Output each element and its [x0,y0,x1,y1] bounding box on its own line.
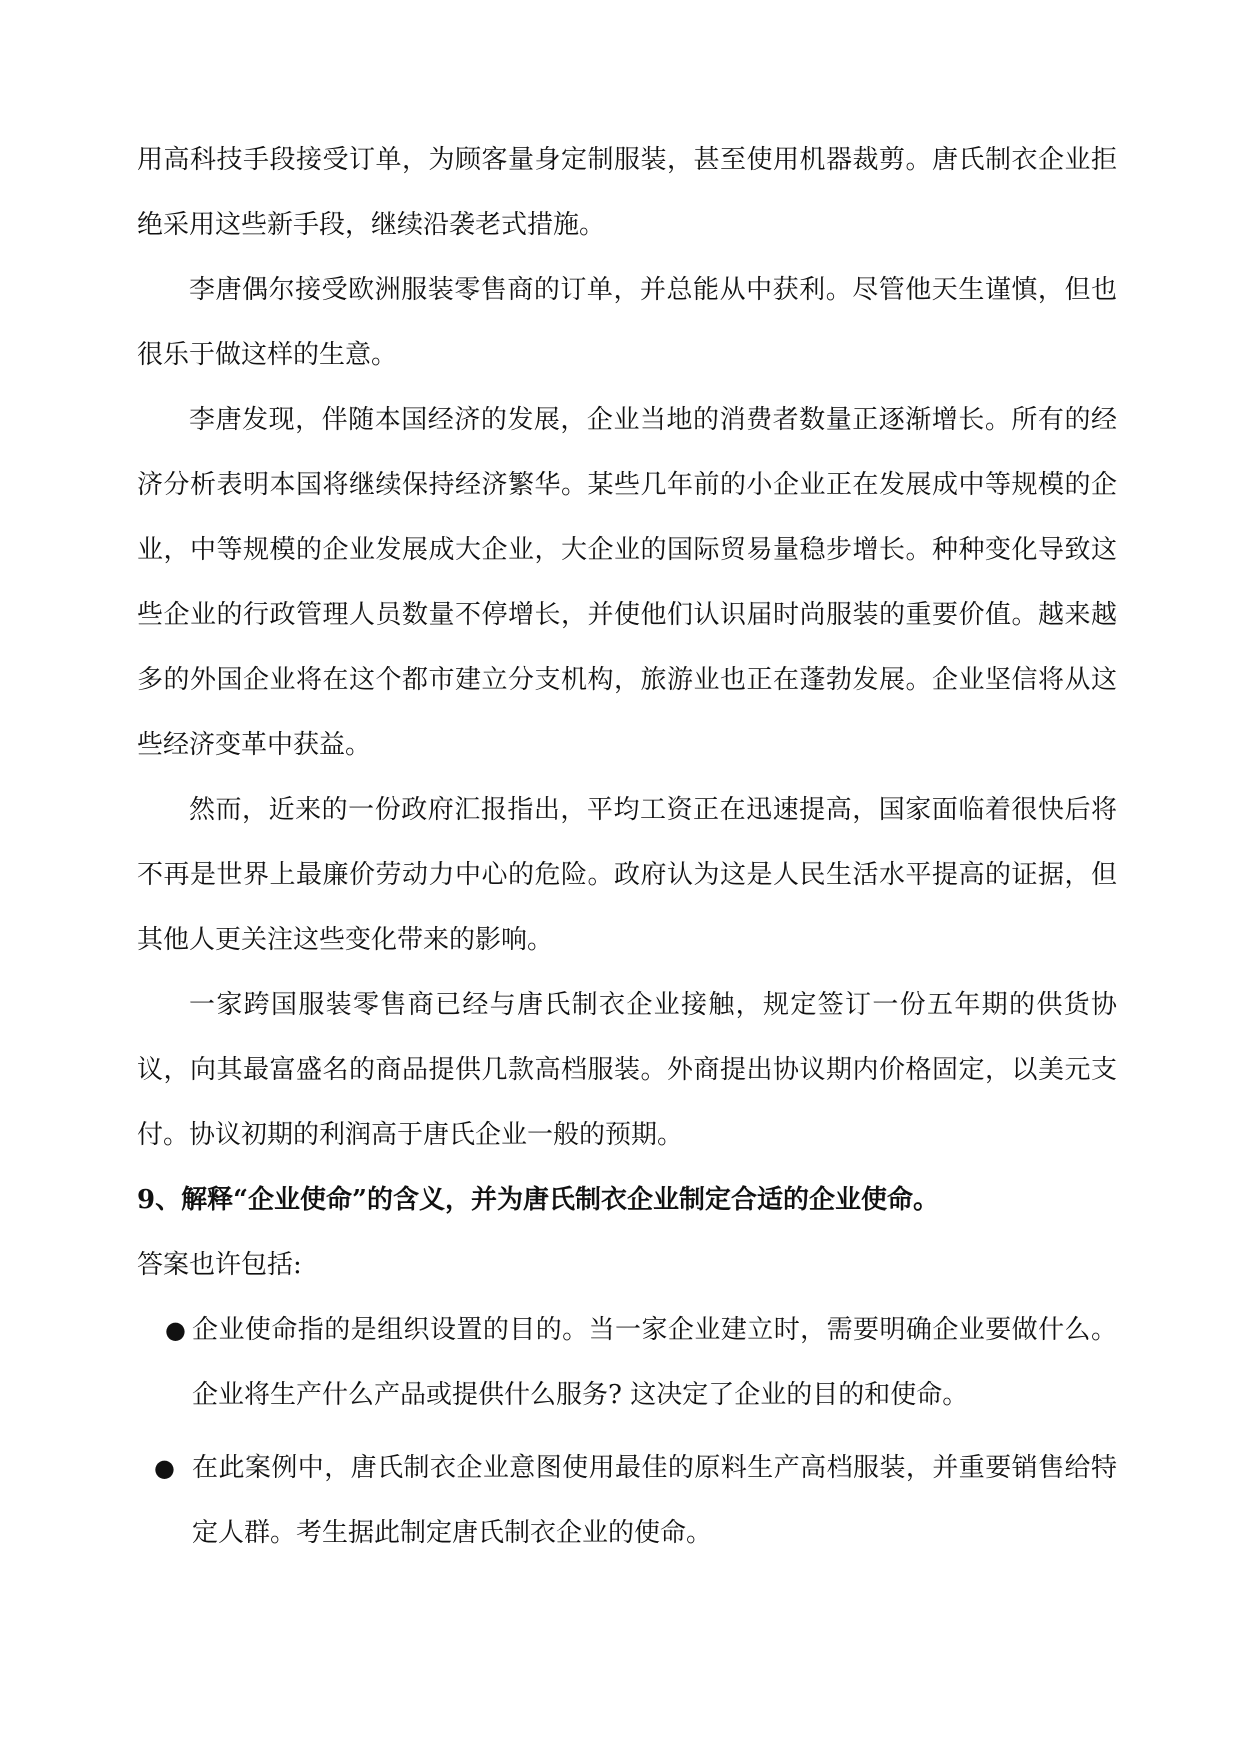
answer-intro: 答案也许包括: [137,1250,302,1280]
bullet-dot-icon: ● [154,1454,175,1482]
answer-bullet-1 [137,1298,1117,1428]
paragraph-3: 李唐发现，伴随本国经济的发展，企业当地的消费者数量正逐渐增长。所有的经济分析表明本国将继续保持经济繁华。某些几年前的小企业正在发展成中等规模的企业，中等规模的企业发展成大企业，大企业的国际贸易量稳步增长。种种变化导致这些企业的行政管理人员数量不停增长，并使他们认识届时尚服装的重要价值。越来越多的外国企业将在这个都市建立分支机构，旅游业也正在蓬勃发展。企业坚信将从这些经济变革中获益。 [137,405,1117,760]
answer-bullet-2-text: 在此案例中，唐氏制衣企业意图使用最佳的原料生产高档服装，并重要销售给特定人群。考生据此制定唐氏制衣企业的使命。 [192,1453,1117,1548]
question-heading: 9、解释“企业使命”的含义，并为唐氏制衣企业制定合适的企业使命。 [137,1185,940,1215]
paragraph-2: 李唐偶尔接受欧洲服装零售商的订单，并总能从中获利。尽管他天生谨慎，但也很乐于做这样的生意。 [137,275,1117,370]
bullet-dot-icon: ● [165,1316,186,1344]
answer-bullet-2 [137,1436,1117,1566]
answer-bullet-1-text: 企业使命指的是组织设置的目的。当一家企业建立时，需要明确企业要做什么。 企业将生产什么产品或提供什么服务? 这决定了企业的目的和使命。 [192,1315,1117,1410]
paragraph-1: 用高科技手段接受订单，为顾客量身定制服装，甚至使用机器裁剪。唐氏制衣企业拒绝采用这些新手段，继续沿袭老式措施。 [137,145,1117,240]
paragraph-5: 一家跨国服装零售商已经与唐氏制衣企业接触，规定签订一份五年期的供货协议，向其最富盛名的商品提供几款高档服装。外商提出协议期内价格固定，以美元支付。协议初期的利润高于唐氏企业一般的预期。 [137,990,1117,1150]
document-page [137,128,1117,1566]
paragraph-4: 然而，近来的一份政府汇报指出，平均工资正在迅速提高，国家面临着很快后将不再是世界上最廉价劳动力中心的危险。政府认为这是人民生活水平提高的证据，但其他人更关注这些变化带来的影响。 [137,795,1117,955]
